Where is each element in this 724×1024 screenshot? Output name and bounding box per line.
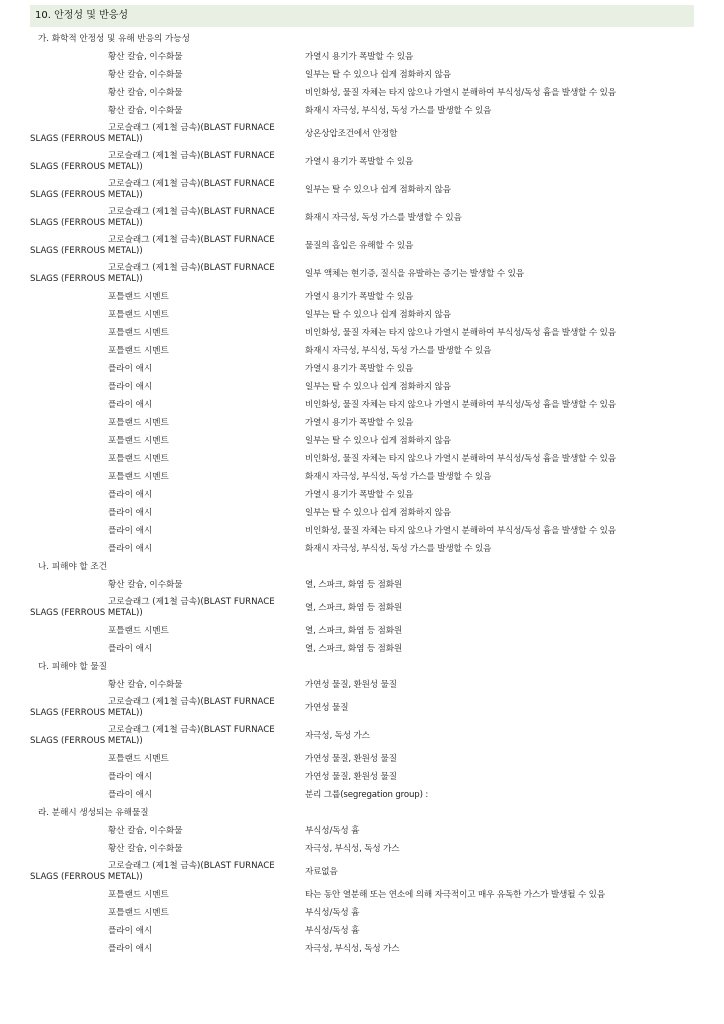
table-row [30,342,694,360]
substance-name: 고로슬래그 (제1철 금속)(BLAST FURNACE SLAGS (FERROUS METAL)) [30,263,275,284]
hazard-description: 가연성 물질, 환원성 물질 [305,753,397,764]
substance-name: 고로슬래그 (제1철 금속)(BLAST FURNACE SLAGS (FERROUS METAL)) [30,235,275,256]
table-row [30,66,694,84]
substance-name: 플라이 애시 [108,943,153,954]
substance-name: 황산 칼슘, 이수화물 [108,51,183,62]
hazard-description: 열, 스파크, 화염 등 점화원 [305,643,403,654]
table-row [30,396,694,414]
table-row [30,922,694,940]
table-row [30,694,694,722]
hazard-description: 비인화성, 물질 자체는 타지 않으나 가열시 분해하여 부식성/독성 흄을 발생할 수 있음 [305,87,616,98]
table-row [30,722,694,750]
table-row [30,120,694,148]
hazard-description: 열, 스파크, 화염 등 점화원 [305,579,403,590]
hazard-description: 일부는 탈 수 있으나 쉽게 점화하지 않음 [305,184,451,195]
hazard-description: 일부는 탈 수 있으나 쉽게 점화하지 않음 [305,309,451,320]
substance-name: 황산 칼슘, 이수화물 [108,825,183,836]
hazard-description: 가열시 용기가 폭발할 수 있음 [305,417,414,428]
table-row [30,822,694,840]
table-row [30,486,694,504]
hazard-description: 가열시 용기가 폭발할 수 있음 [305,291,414,302]
hazard-description: 분리 그룹(segregation group) : [305,789,429,800]
table-row [30,360,694,378]
table-row [30,148,694,176]
substance-name: 고로슬래그 (제1철 금속)(BLAST FURNACE SLAGS (FERROUS METAL)) [30,697,275,718]
substance-name: 플라이 애시 [108,399,153,410]
substance-name: 고로슬래그 (제1철 금속)(BLAST FURNACE SLAGS (FERROUS METAL)) [30,207,275,228]
table-row [30,904,694,922]
substance-name: 황산 칼슘, 이수화물 [108,87,183,98]
substance-name: 고로슬래그 (제1철 금속)(BLAST FURNACE SLAGS (FERROUS METAL)) [30,597,275,618]
table-row [30,102,694,120]
table-row [30,676,694,694]
section-title: 10. 안정성 및 반응성 [30,5,694,27]
hazard-description: 자극성, 독성 가스 [305,730,370,741]
hazard-description: 일부는 탈 수 있으나 쉽게 점화하지 않음 [305,381,451,392]
substance-name: 플라이 애시 [108,525,153,536]
hazard-description: 가연성 물질 [305,702,349,713]
subsection-heading: 라. 분해시 생성되는 유해물질 [38,808,149,818]
substance-name: 황산 칼슘, 이수화물 [108,843,183,854]
table-row [30,48,694,66]
hazard-description: 일부 액체는 현기증, 질식을 유발하는 증기는 발생할 수 있음 [305,268,524,279]
substance-name: 포틀랜드 시멘트 [108,889,169,900]
substance-name: 플라이 애시 [108,789,153,800]
hazard-description: 열, 스파크, 화염 등 점화원 [305,625,403,636]
table-row [30,594,694,622]
hazard-description: 타는 동안 열분해 또는 연소에 의해 자극적이고 매우 유독한 가스가 발생될 수 있음 [305,889,605,900]
table-row [30,414,694,432]
table-row [30,84,694,102]
msds-section-page [30,5,694,958]
substance-name: 플라이 애시 [108,507,153,518]
hazard-description: 가열시 용기가 폭발할 수 있음 [305,51,414,62]
substance-name: 플라이 애시 [108,643,153,654]
table-row [30,468,694,486]
substance-name: 고로슬래그 (제1철 금속)(BLAST FURNACE SLAGS (FERROUS METAL)) [30,725,275,746]
hazard-description: 물질의 흡입은 유해할 수 있음 [305,240,414,251]
table-row [30,260,694,288]
table-row [30,840,694,858]
subsection-heading: 다. 피해야 할 물질 [38,662,108,672]
hazard-description: 자료없음 [305,866,338,877]
table-row [30,640,694,658]
table-row [30,324,694,342]
table-row [30,306,694,324]
substance-name: 플라이 애시 [108,543,153,554]
table-row [30,176,694,204]
substance-name: 황산 칼슘, 이수화물 [108,679,183,690]
hazard-description: 비인화성, 물질 자체는 타지 않으나 가열시 분해하여 부식성/독성 흄을 발생할 수 있음 [305,327,616,338]
hazard-description: 일부는 탈 수 있으나 쉽게 점화하지 않음 [305,507,451,518]
hazard-description: 열, 스파크, 화염 등 점화원 [305,602,403,613]
hazard-description: 일부는 탈 수 있으나 쉽게 점화하지 않음 [305,69,451,80]
substance-name: 플라이 애시 [108,925,153,936]
subsection-heading: 가. 화학적 안정성 및 유해 반응의 가능성 [38,34,190,44]
substance-name: 포틀랜드 시멘트 [108,435,169,446]
hazard-description: 가연성 물질, 환원성 물질 [305,679,397,690]
hazard-description: 가열시 용기가 폭발할 수 있음 [305,489,414,500]
hazard-description: 자극성, 부식성, 독성 가스 [305,843,400,854]
hazard-description: 비인화성, 물질 자체는 타지 않으나 가열시 분해하여 부식성/독성 흄을 발생할 수 있음 [305,525,616,536]
hazard-description: 부식성/독성 흄 [305,925,360,936]
substance-name: 황산 칼슘, 이수화물 [108,579,183,590]
substance-name: 플라이 애시 [108,381,153,392]
table-row [30,940,694,958]
substance-name: 포틀랜드 시멘트 [108,291,169,302]
table-row [30,786,694,804]
substance-name: 포틀랜드 시멘트 [108,345,169,356]
subsection-heading: 나. 피해야 할 조건 [38,562,108,572]
hazard-description: 부식성/독성 흄 [305,825,360,836]
hazard-description: 화재시 자극성, 독성 가스를 발생할 수 있음 [305,212,462,223]
table-row [30,886,694,904]
table-row [30,750,694,768]
table-row [30,288,694,306]
table-row [30,232,694,260]
substance-name: 포틀랜드 시멘트 [108,309,169,320]
substance-name: 포틀랜드 시멘트 [108,327,169,338]
hazard-description: 자극성, 부식성, 독성 가스 [305,943,400,954]
section-body [30,30,694,958]
table-row [30,576,694,594]
hazard-description: 가연성 물질, 환원성 물질 [305,771,397,782]
hazard-description: 비인화성, 물질 자체는 타지 않으나 가열시 분해하여 부식성/독성 흄을 발생할 수 있음 [305,399,616,410]
substance-name: 플라이 애시 [108,489,153,500]
substance-name: 고로슬래그 (제1철 금속)(BLAST FURNACE SLAGS (FERROUS METAL)) [30,861,275,882]
substance-name: 플라이 애시 [108,363,153,374]
hazard-description: 상온상압조건에서 안정함 [305,128,398,139]
hazard-description: 가열시 용기가 폭발할 수 있음 [305,363,414,374]
table-row [30,378,694,396]
substance-name: 고로슬래그 (제1철 금속)(BLAST FURNACE SLAGS (FERROUS METAL)) [30,179,275,200]
substance-name: 황산 칼슘, 이수화물 [108,105,183,116]
hazard-description: 가열시 용기가 폭발할 수 있음 [305,156,414,167]
hazard-description: 화재시 자극성, 부식성, 독성 가스를 발생할 수 있음 [305,345,492,356]
substance-name: 포틀랜드 시멘트 [108,471,169,482]
hazard-description: 화재시 자극성, 부식성, 독성 가스를 발생할 수 있음 [305,105,492,116]
hazard-description: 부식성/독성 흄 [305,907,360,918]
hazard-description: 비인화성, 물질 자체는 타지 않으나 가열시 분해하여 부식성/독성 흄을 발생할 수 있음 [305,453,616,464]
substance-name: 포틀랜드 시멘트 [108,907,169,918]
table-row [30,540,694,558]
table-row [30,768,694,786]
substance-name: 고로슬래그 (제1철 금속)(BLAST FURNACE SLAGS (FERROUS METAL)) [30,151,275,172]
table-row [30,450,694,468]
substance-name: 포틀랜드 시멘트 [108,753,169,764]
table-row [30,504,694,522]
table-row [30,204,694,232]
table-row [30,432,694,450]
substance-name: 포틀랜드 시멘트 [108,417,169,428]
table-row [30,622,694,640]
substance-name: 황산 칼슘, 이수화물 [108,69,183,80]
table-row [30,522,694,540]
hazard-description: 일부는 탈 수 있으나 쉽게 점화하지 않음 [305,435,451,446]
hazard-description: 화재시 자극성, 부식성, 독성 가스를 발생할 수 있음 [305,543,492,554]
substance-name: 고로슬래그 (제1철 금속)(BLAST FURNACE SLAGS (FERROUS METAL)) [30,123,275,144]
substance-name: 포틀랜드 시멘트 [108,625,169,636]
substance-name: 포틀랜드 시멘트 [108,453,169,464]
table-row [30,858,694,886]
hazard-description: 화재시 자극성, 부식성, 독성 가스를 발생할 수 있음 [305,471,492,482]
substance-name: 플라이 애시 [108,771,153,782]
